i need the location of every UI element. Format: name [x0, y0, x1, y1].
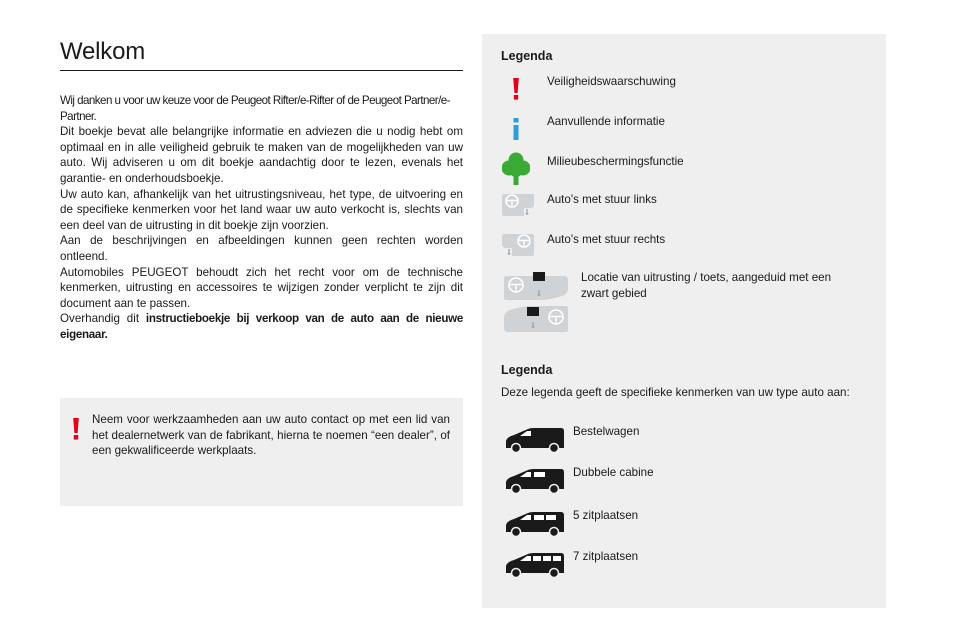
legend-label: Locatie van uitrusting / toets, aangeduid met een zwart gebied [581, 271, 832, 300]
legend-panel [482, 34, 886, 608]
handover-plain: Overhandig dit [60, 312, 146, 326]
legend-label: Veiligheidswaarschuwing [547, 75, 676, 88]
left-hand-drive-icon [502, 192, 534, 218]
intro-paragraph: Automobiles PEUGEOT behoudt zich het recht voor om de technische kenmerken, uitrusting en accessoires te wijzigen zonder verplicht te zijn dit document aan te passen. [60, 265, 463, 310]
legend-label: 5 zitplaatsen [573, 509, 639, 522]
legend-label: Dubbele cabine [573, 466, 654, 479]
intro-text [60, 93, 463, 343]
right-hand-drive-icon [502, 232, 534, 258]
intro-lead: Wij danken u voor uw keuze voor de Peugeot Rifter/e-Rifter of de Peugeot Partner/e-Partner. [60, 94, 450, 123]
legend-label: Bestelwagen [573, 425, 640, 438]
legend-label: Auto's met stuur rechts [547, 233, 666, 246]
van-icon [504, 426, 566, 454]
intro-paragraph: Dit boekje bevat alle belangrijke informatie en adviezen die u nodig hebt om optimaal en in alle veiligheid gebruik te maken van de mogelijkheden van uw auto. Wij adviseren u om dit boekje aandachtig door te lezen, evenals het garantie- en onderhoudsboekje. [60, 125, 463, 185]
handover-bold: instructieboekje bij verkoop van de auto aan de nieuwe eigenaar. [60, 312, 463, 341]
legend-label: Aanvullende informatie [547, 115, 665, 128]
tree-icon [502, 152, 530, 186]
title-divider [60, 70, 463, 71]
legend-label: Auto's met stuur links [547, 193, 657, 206]
dealer-notice-text: Neem voor werkzaamheden aan uw auto contact op met een lid van het dealernetwerk van de fabrikant, hierna te noemen “een dealer”, of een gekwalificeerde werkplaats. [92, 413, 450, 458]
legend-title: Legenda [501, 49, 553, 63]
dealer-notice-box [60, 398, 463, 506]
legend-label: 7 zitplaatsen [573, 550, 639, 563]
intro-paragraph-handover [60, 311, 463, 342]
warning-exclamation-icon [512, 78, 520, 100]
double-cab-icon [504, 467, 566, 495]
warning-exclamation-icon [72, 418, 80, 440]
seven-seats-icon [504, 551, 566, 579]
five-seats-icon [504, 510, 566, 538]
equipment-location-icon [502, 272, 570, 336]
legend-description: Deze legenda geeft de specifieke kenmerken van uw type auto aan: [501, 386, 850, 399]
intro-paragraph: Aan de beschrijvingen en afbeeldingen kunnen geen rechten worden ontleend. [60, 234, 463, 263]
info-icon [512, 118, 520, 140]
intro-paragraph: Uw auto kan, afhankelijk van het uitrustingsniveau, het type, de uitvoering en de specifieke kenmerken voor het land waar uw auto verkocht is, slechts van een deel van de uitrusting in dit boekje zijn voorzien. [60, 187, 463, 232]
legend-title-vehicle-types: Legenda [501, 363, 553, 377]
page-title: Welkom [60, 38, 146, 65]
legend-label: Milieubeschermingsfunctie [547, 155, 684, 168]
